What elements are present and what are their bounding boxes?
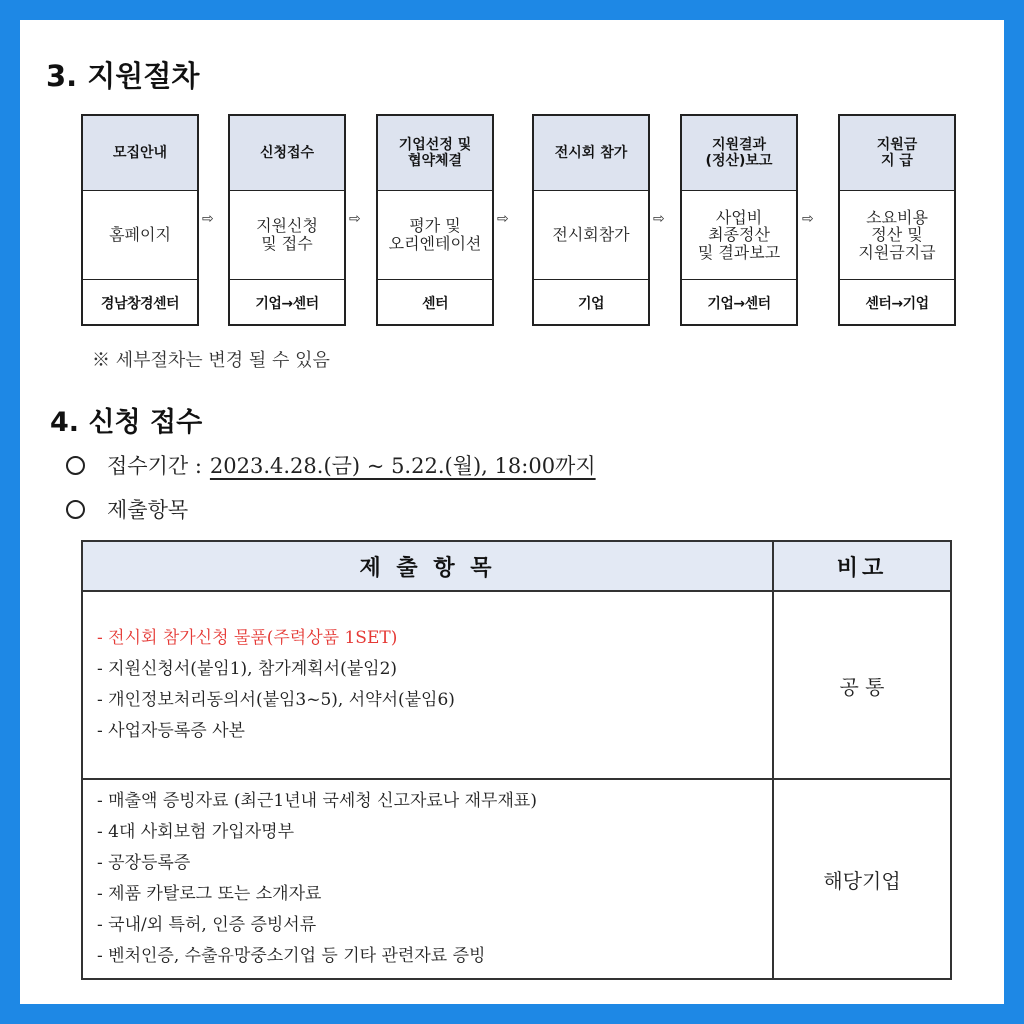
arrow-icon: ⇨ — [202, 211, 214, 227]
items-cell — [82, 779, 773, 979]
list-item: - 4대 사회보험 가입자명부 — [97, 822, 294, 842]
step-body: 지원신청 및 접수 — [230, 191, 344, 280]
arrow-icon: ⇨ — [497, 211, 509, 227]
items-cell — [82, 591, 773, 779]
step-body: 전시회참가 — [534, 191, 648, 280]
list-item: - 제품 카탈로그 또는 소개자료 — [97, 884, 322, 904]
step-body: 홈페이지 — [83, 191, 197, 280]
table-header: 비고 — [773, 541, 951, 591]
step-head: 전시회 참가 — [534, 116, 648, 191]
document-page — [20, 20, 1004, 1004]
step-head: 모집안내 — [83, 116, 197, 191]
step-1 — [81, 114, 199, 326]
step-6 — [838, 114, 956, 326]
circle-bullet-icon — [66, 456, 85, 475]
table-row — [82, 779, 951, 979]
period-label: 접수기간 : — [107, 454, 202, 478]
circle-bullet-icon — [66, 500, 85, 519]
list-item: - 개인정보처리동의서(붙임3~5), 서약서(붙임6) — [97, 690, 455, 710]
step-head: 기업선정 및 협약체결 — [378, 116, 492, 191]
step-body: 사업비 최종정산 및 결과보고 — [682, 191, 796, 280]
list-item: - 공장등록증 — [97, 853, 191, 873]
period-value: 2023.4.28.(금) ~ 5.22.(월), 18:00까지 — [209, 454, 596, 478]
period-row — [66, 450, 596, 480]
table-header-row — [82, 541, 951, 591]
items-row — [66, 494, 188, 524]
step-foot: 센터→기업 — [865, 296, 929, 312]
step-4 — [532, 114, 650, 326]
list-item: - 사업자등록증 사본 — [97, 721, 245, 741]
arrow-icon: ⇨ — [349, 211, 361, 227]
step-body: 소요비용 정산 및 지원금지급 — [840, 191, 954, 280]
list-item: - 벤처인증, 수출유망중소기업 등 기타 관련자료 증빙 — [97, 946, 486, 966]
note-cell: 공 통 — [773, 591, 951, 779]
procedure-note: ※ 세부절차는 변경 될 수 있음 — [92, 350, 330, 371]
step-body: 평가 및 오리엔테이션 — [378, 191, 492, 280]
arrow-icon: ⇨ — [653, 211, 665, 227]
list-item: - 매출액 증빙자료 (최근1년내 국세청 신고자료나 재무재표) — [97, 791, 537, 811]
submission-table — [81, 540, 952, 980]
table-row — [82, 591, 951, 779]
step-head: 신청접수 — [230, 116, 344, 191]
list-item: - 국내/외 특허, 인증 증빙서류 — [97, 915, 317, 935]
note-cell: 해당기업 — [773, 779, 951, 979]
step-head: 지원금 지 급 — [840, 116, 954, 191]
step-head: 지원결과 (정산)보고 — [682, 116, 796, 191]
list-item: - 전시회 참가신청 물품(주력상품 1SET) — [97, 628, 398, 648]
section-3-title: 3. 지원절차 — [46, 59, 200, 93]
step-foot: 기업 — [577, 296, 605, 312]
step-5 — [680, 114, 798, 326]
step-foot: 기업→센터 — [707, 296, 771, 312]
step-3 — [376, 114, 494, 326]
step-foot: 기업→센터 — [255, 296, 319, 312]
list-item: - 지원신청서(붙임1), 참가계획서(붙임2) — [97, 659, 398, 679]
items-label: 제출항목 — [107, 498, 189, 522]
table-header: 제 출 항 목 — [82, 541, 773, 591]
step-foot: 경남창경센터 — [100, 296, 180, 312]
step-foot: 센터 — [421, 296, 449, 312]
step-2 — [228, 114, 346, 326]
arrow-icon: ⇨ — [802, 211, 814, 227]
section-4-title: 4. 신청 접수 — [50, 407, 203, 438]
